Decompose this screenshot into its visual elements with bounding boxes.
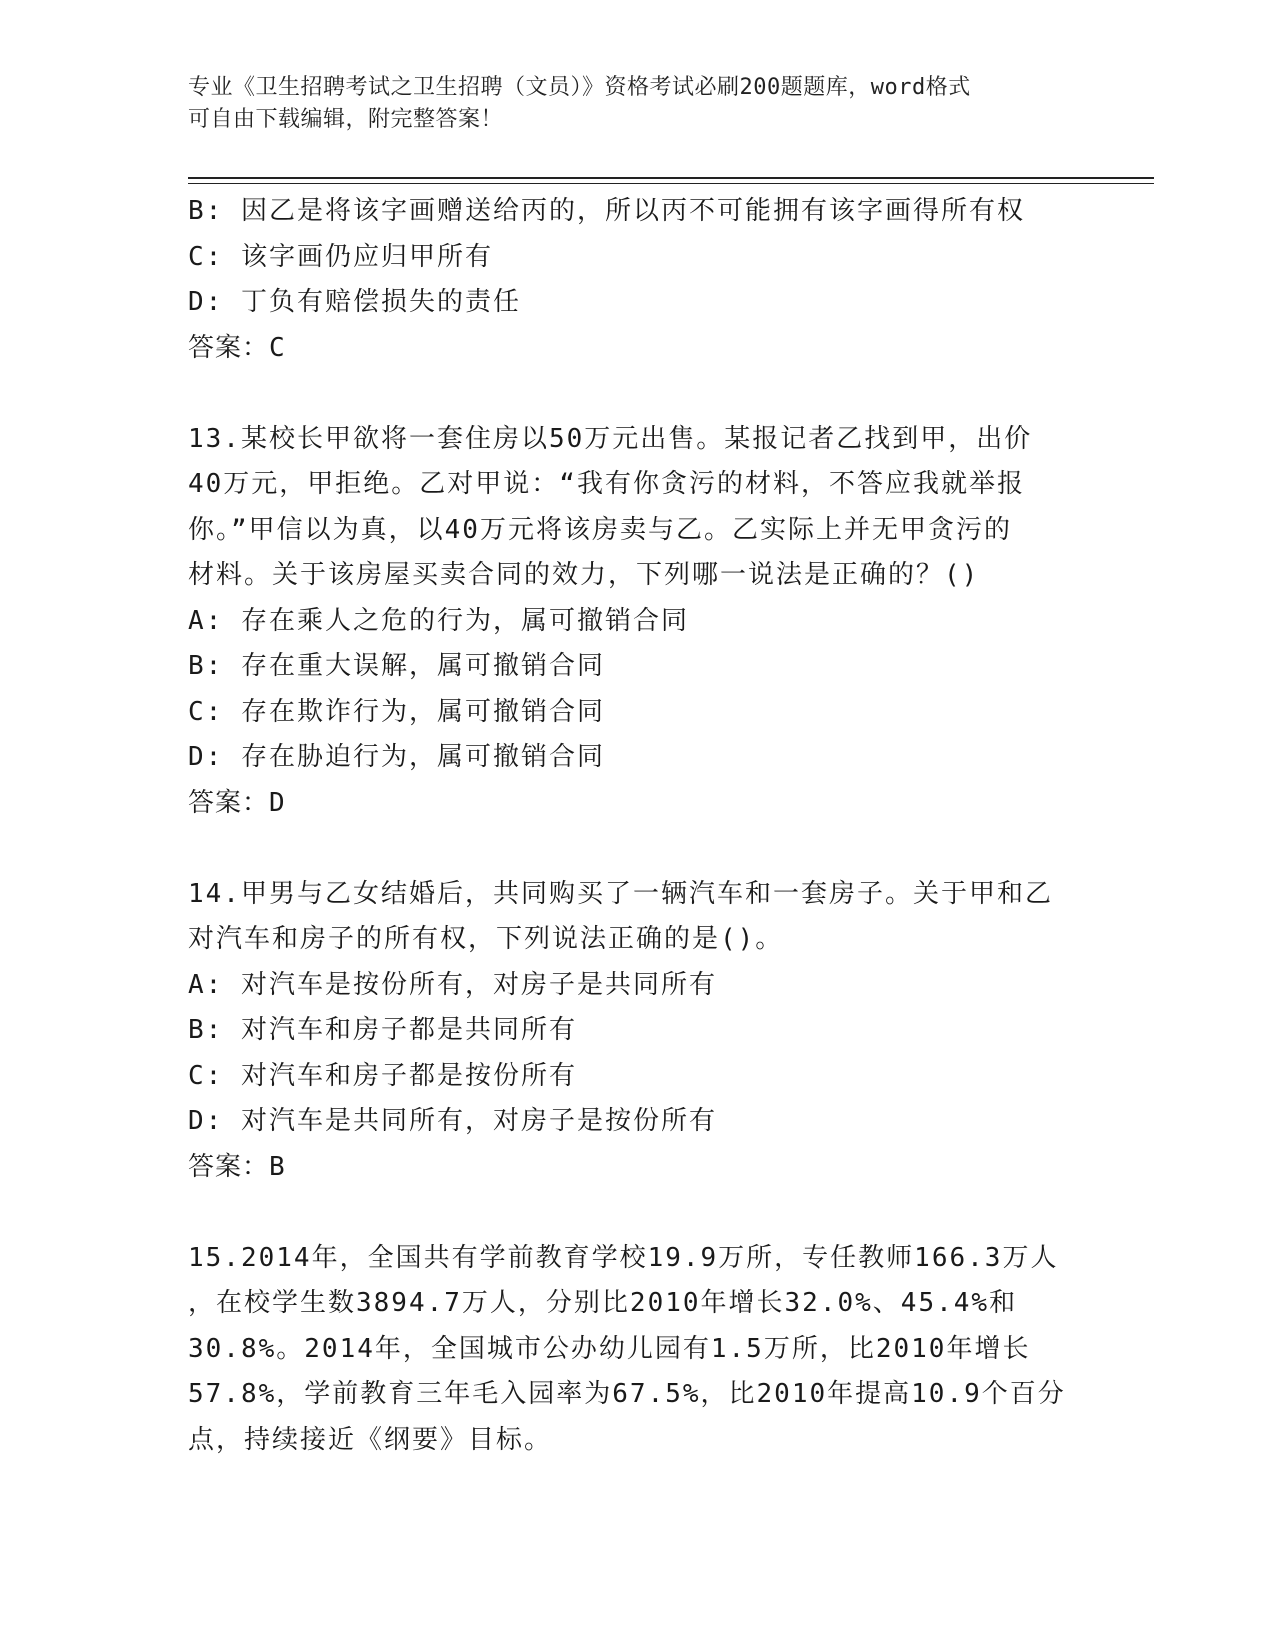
option-b: B: 因乙是将该字画赠送给丙的，所以丙不可能拥有该字画得所有权: [188, 196, 1025, 226]
question-stem-line: ，在校学生数3894.7万人，分别比2010年增长32.0%、45.4%和: [188, 1288, 1018, 1318]
question-stem-line: 57.8%，学前教育三年毛入园率为67.5%，比2010年提高10.9个百分: [188, 1379, 1066, 1409]
document-body: [188, 189, 1088, 1463]
question-15: [188, 1236, 1088, 1464]
answer: 答案：B: [188, 1151, 286, 1182]
question-stem-line: 你。”甲信以为真，以40万元将该房卖与乙。乙实际上并无甲贪污的: [188, 514, 1012, 545]
question-13: [188, 417, 1088, 827]
option-b: B: 对汽车和房子都是共同所有: [188, 1015, 577, 1045]
spacer: [188, 1190, 1088, 1236]
question-stem-line: 13.某校长甲欲将一套住房以50万元出售。某报记者乙找到甲，出价: [188, 423, 1033, 454]
question-stem-line: 40万元，甲拒绝。乙对甲说：“我有你贪污的材料，不答应我就举报: [188, 469, 1025, 499]
question-12-continued: [188, 189, 1088, 371]
option-d: D: 丁负有赔偿损失的责任: [188, 287, 521, 317]
header-line-1: 专业《卫生招聘考试之卫生招聘（文员）》资格考试必刷200题题库，word格式: [188, 75, 971, 100]
option-c: C: 存在欺诈行为，属可撤销合同: [188, 696, 605, 727]
page-header: [188, 72, 1088, 136]
option-b: B: 存在重大误解，属可撤销合同: [188, 651, 605, 681]
option-a: A: 对汽车是按份所有，对房子是共同所有: [188, 969, 717, 1000]
question-stem-line: 14.甲男与乙女结婚后，共同购买了一辆汽车和一套房子。关于甲和乙: [188, 878, 1053, 909]
answer: 答案：C: [188, 332, 286, 363]
answer: 答案：D: [188, 787, 286, 818]
option-d: D: 存在胁迫行为，属可撤销合同: [188, 742, 605, 772]
question-14: [188, 872, 1088, 1191]
question-stem-line: 点，持续接近《纲要》目标。: [188, 1424, 553, 1455]
header-divider-thin: [188, 183, 1154, 184]
option-c: C: 该字画仍应归甲所有: [188, 241, 493, 272]
question-stem-line: 对汽车和房子的所有权，下列说法正确的是()。: [188, 924, 784, 954]
question-stem-line: 15.2014年，全国共有学前教育学校19.9万所，专任教师166.3万人: [188, 1242, 1059, 1273]
spacer: [188, 371, 1088, 417]
header-line-2: 可自由下载编辑，附完整答案！: [188, 107, 504, 132]
header-divider-thick: [188, 177, 1154, 179]
spacer: [188, 826, 1088, 872]
option-c: C: 对汽车和房子都是按份所有: [188, 1060, 577, 1091]
option-a: A: 存在乘人之危的行为，属可撤销合同: [188, 605, 689, 636]
question-stem-line: 材料。关于该房屋买卖合同的效力，下列哪一说法是正确的？(): [188, 560, 980, 590]
question-stem-line: 30.8%。2014年，全国城市公办幼儿园有1.5万所，比2010年增长: [188, 1333, 1031, 1364]
option-d: D: 对汽车是共同所有，对房子是按份所有: [188, 1106, 717, 1136]
